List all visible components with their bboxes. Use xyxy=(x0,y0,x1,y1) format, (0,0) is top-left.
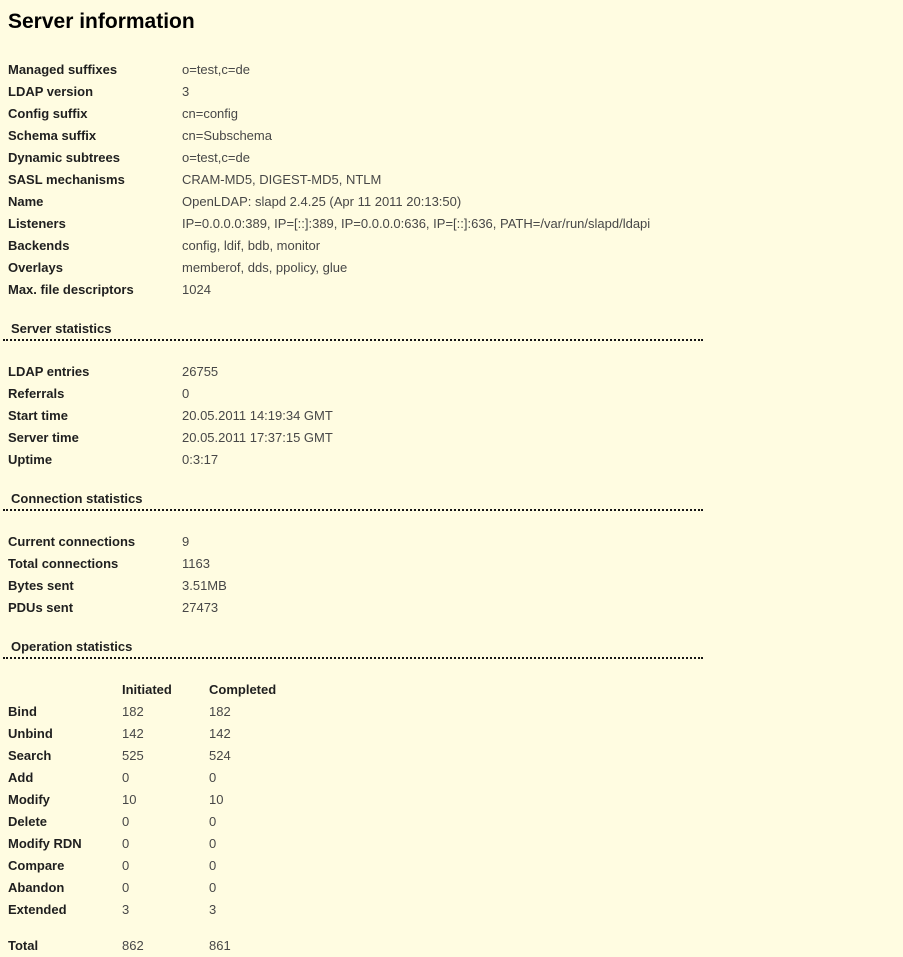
op-completed: 3 xyxy=(209,902,217,917)
op-initiated: 142 xyxy=(122,726,144,741)
conn-value: 3.51MB xyxy=(182,578,227,593)
info-value: IP=0.0.0.0:389, IP=[::]:389, IP=0.0.0.0:636, IP=[::]:636, PATH=/var/run/slapd/ldapi xyxy=(182,216,651,231)
conn-label: Total connections xyxy=(8,556,119,571)
conn-value: 9 xyxy=(182,534,190,549)
info-row-ldap-version xyxy=(8,81,903,103)
operation-statistics-table xyxy=(8,679,903,957)
op-initiated: 0 xyxy=(122,770,130,785)
conn-row-pdus-sent xyxy=(8,597,903,619)
info-label: Name xyxy=(8,194,44,209)
conn-label: Bytes sent xyxy=(8,578,74,593)
stat-row-ldap-entries xyxy=(8,361,903,383)
stat-row-uptime xyxy=(8,449,903,471)
info-value: cn=Subschema xyxy=(182,128,272,143)
op-row-bind xyxy=(8,701,903,723)
info-label: SASL mechanisms xyxy=(8,172,125,187)
op-total-completed: 861 xyxy=(209,938,231,953)
op-completed: 524 xyxy=(209,748,231,763)
op-column-header-completed: Completed xyxy=(209,682,277,697)
op-initiated: 3 xyxy=(122,902,130,917)
stat-value: 20.05.2011 14:19:34 GMT xyxy=(182,408,333,423)
info-value: config, ldif, bdb, monitor xyxy=(182,238,321,253)
conn-row-current-connections xyxy=(8,531,903,553)
conn-row-total-connections xyxy=(8,553,903,575)
info-value: OpenLDAP: slapd 2.4.25 (Apr 11 2011 20:13:50) xyxy=(182,194,462,209)
info-label: Listeners xyxy=(8,216,66,231)
info-value: o=test,c=de xyxy=(182,62,250,77)
op-header-spacer xyxy=(8,679,122,701)
info-row-overlays xyxy=(8,257,903,279)
info-label: Schema suffix xyxy=(8,128,97,143)
op-row-modify xyxy=(8,789,903,811)
stat-label: Server time xyxy=(8,430,79,445)
info-row-sasl-mechanisms xyxy=(8,169,903,191)
stat-value: 26755 xyxy=(182,364,219,379)
op-completed: 0 xyxy=(209,836,217,851)
stat-label: Referrals xyxy=(8,386,65,401)
op-completed: 0 xyxy=(209,770,217,785)
op-initiated: 525 xyxy=(122,748,144,763)
conn-label: Current connections xyxy=(8,534,136,549)
op-label: Delete xyxy=(8,814,48,829)
info-label: Managed suffixes xyxy=(8,62,118,77)
info-label: Backends xyxy=(8,238,70,253)
info-row-name xyxy=(8,191,903,213)
op-row-delete xyxy=(8,811,903,833)
info-label: Config suffix xyxy=(8,106,88,121)
info-value: cn=config xyxy=(182,106,239,121)
info-value: 3 xyxy=(182,84,190,99)
op-initiated: 182 xyxy=(122,704,144,719)
op-row-abandon xyxy=(8,877,903,899)
info-value: 1024 xyxy=(182,282,211,297)
section-header-server-statistics: Server statistics xyxy=(3,321,703,341)
op-initiated: 0 xyxy=(122,814,130,829)
op-row-add xyxy=(8,767,903,789)
op-row-compare xyxy=(8,855,903,877)
info-value: o=test,c=de xyxy=(182,150,250,165)
server-info-list xyxy=(8,59,903,301)
op-row-total xyxy=(8,935,903,957)
info-label: Max. file descriptors xyxy=(8,282,134,297)
op-initiated: 10 xyxy=(122,792,137,807)
op-completed: 10 xyxy=(209,792,224,807)
info-row-listeners xyxy=(8,213,903,235)
conn-label: PDUs sent xyxy=(8,600,74,615)
op-label: Modify RDN xyxy=(8,836,82,851)
op-label: Extended xyxy=(8,902,67,917)
op-label: Search xyxy=(8,748,52,763)
op-total-initiated: 862 xyxy=(122,938,144,953)
op-label: Modify xyxy=(8,792,50,807)
op-row-unbind xyxy=(8,723,903,745)
info-row-managed-suffixes xyxy=(8,59,903,81)
op-completed: 0 xyxy=(209,814,217,829)
stat-row-start-time xyxy=(8,405,903,427)
info-value: CRAM-MD5, DIGEST-MD5, NTLM xyxy=(182,172,382,187)
section-header-connection-statistics: Connection statistics xyxy=(3,491,703,511)
op-initiated: 0 xyxy=(122,858,130,873)
op-total-label: Total xyxy=(8,938,39,953)
stat-label: Uptime xyxy=(8,452,53,467)
page-title: Server information xyxy=(8,10,195,33)
connection-statistics-list xyxy=(8,531,903,619)
stat-row-server-time xyxy=(8,427,903,449)
op-completed: 0 xyxy=(209,880,217,895)
stat-value: 0:3:17 xyxy=(182,452,219,467)
stat-value: 20.05.2011 17:37:15 GMT xyxy=(182,430,333,445)
op-table-header-row xyxy=(8,679,903,701)
conn-value: 27473 xyxy=(182,600,219,615)
info-row-backends xyxy=(8,235,903,257)
info-row-schema-suffix xyxy=(8,125,903,147)
server-statistics-list xyxy=(8,361,903,471)
stat-label: LDAP entries xyxy=(8,364,90,379)
conn-value: 1163 xyxy=(182,556,210,571)
op-label: Add xyxy=(8,770,34,785)
info-row-config-suffix xyxy=(8,103,903,125)
stat-row-referrals xyxy=(8,383,903,405)
op-label: Abandon xyxy=(8,880,65,895)
conn-row-bytes-sent xyxy=(8,575,903,597)
section-header-operation-statistics: Operation statistics xyxy=(3,639,703,659)
op-row-modify-rdn xyxy=(8,833,903,855)
op-label: Compare xyxy=(8,858,65,873)
op-row-extended xyxy=(8,899,903,921)
op-completed: 142 xyxy=(209,726,231,741)
info-value: memberof, dds, ppolicy, glue xyxy=(182,260,348,275)
info-row-max-file-descriptors xyxy=(8,279,903,301)
op-initiated: 0 xyxy=(122,880,130,895)
op-initiated: 0 xyxy=(122,836,130,851)
info-label: Overlays xyxy=(8,260,63,275)
stat-value: 0 xyxy=(182,386,190,401)
op-completed: 0 xyxy=(209,858,217,873)
op-label: Bind xyxy=(8,704,37,719)
info-label: Dynamic subtrees xyxy=(8,150,120,165)
info-row-dynamic-subtrees xyxy=(8,147,903,169)
op-row-search xyxy=(8,745,903,767)
stat-label: Start time xyxy=(8,408,68,423)
op-label: Unbind xyxy=(8,726,53,741)
info-label: LDAP version xyxy=(8,84,94,99)
op-completed: 182 xyxy=(209,704,231,719)
op-column-header-initiated: Initiated xyxy=(122,682,172,697)
